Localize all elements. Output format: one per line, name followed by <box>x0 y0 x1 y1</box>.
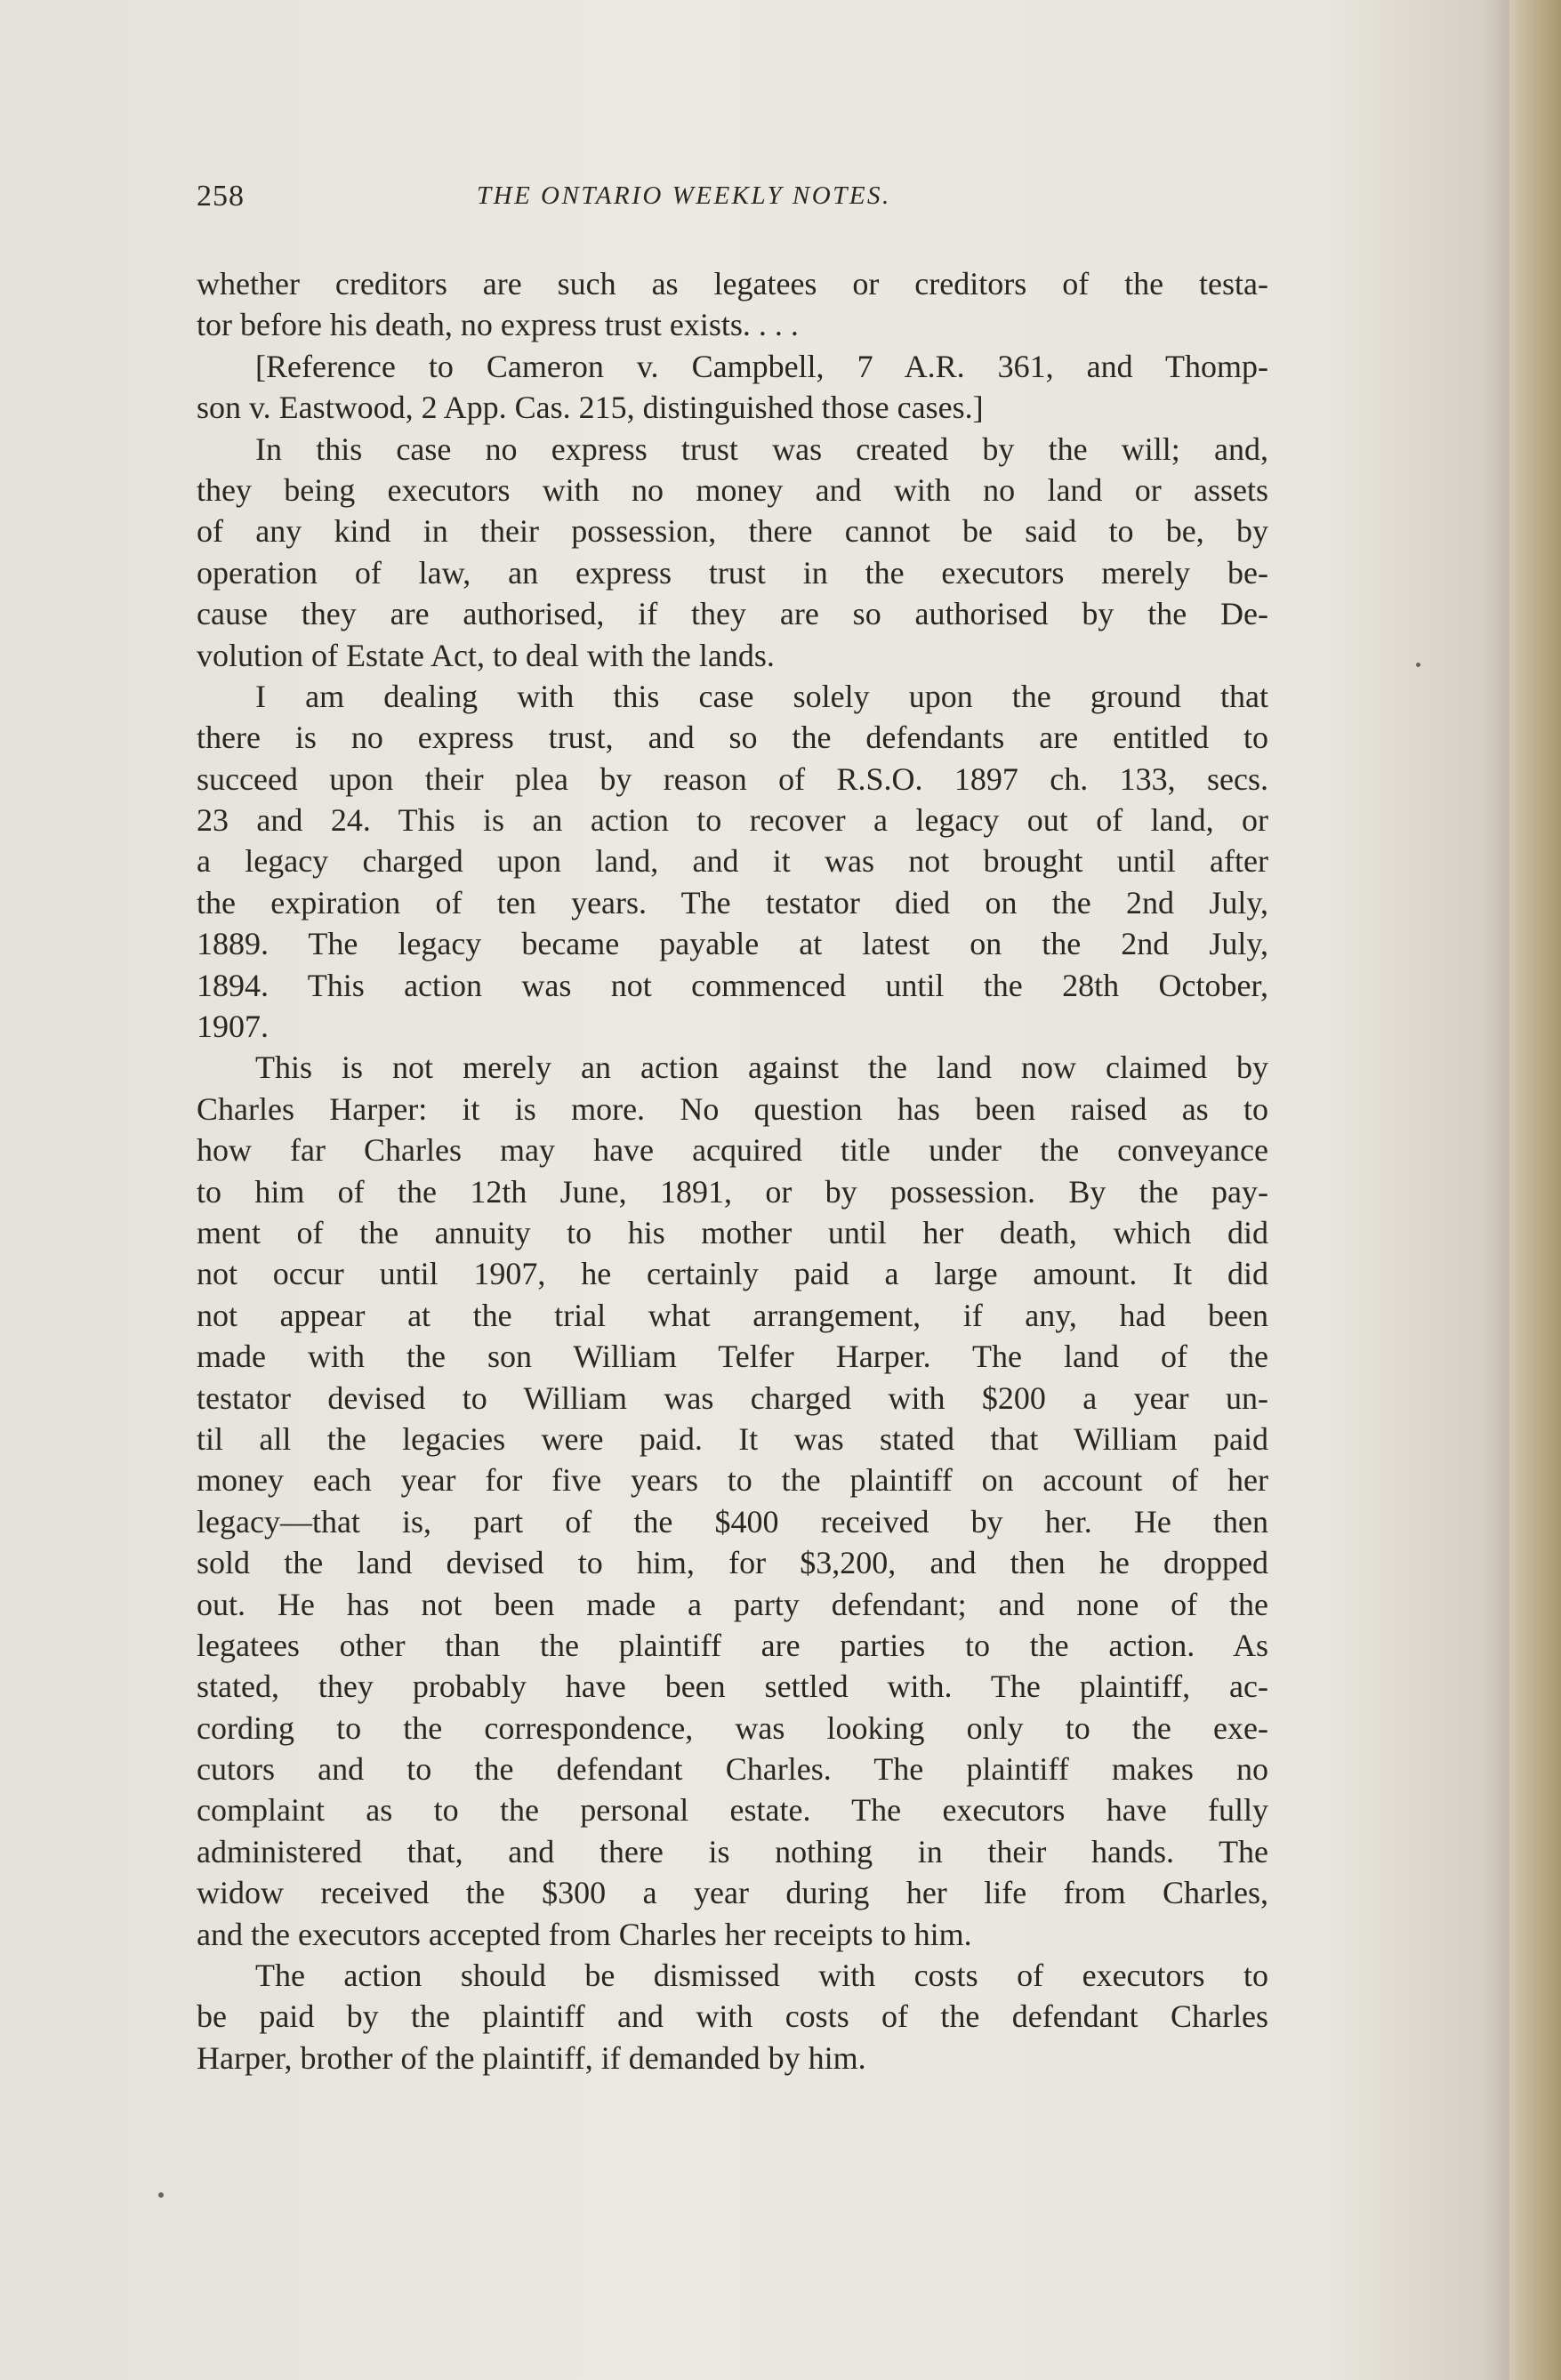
page-number: 258 <box>197 180 245 213</box>
text-line: cutors and to the defendant Charles. The plaintiff makes no <box>197 1751 1268 1788</box>
text-line: Charles Harper: it is more. No question has been raised as to <box>197 1090 1268 1127</box>
paragraph <box>197 429 1268 676</box>
text-line: 23 and 24. This is an action to recover a legacy out of land, or <box>197 802 1268 839</box>
text-line: be paid by the plaintiff and with costs of the defendant Charles <box>197 1998 1268 2035</box>
text-line: legacy—that is, part of the $400 received by her. He then <box>197 1503 1268 1540</box>
text-line: of any kind in their possession, there cannot be said to be, by <box>197 513 1268 550</box>
text-line: succeed upon their plea by reason of R.S.O. 1897 ch. 133, secs. <box>197 760 1268 797</box>
text-line: volution of Estate Act, to deal with the lands. <box>197 637 775 673</box>
running-title: THE ONTARIO WEEKLY NOTES. <box>477 181 891 210</box>
gutter-shadow <box>1485 0 1509 2380</box>
text-line: This is not merely an action against the land now claimed by <box>255 1049 1268 1086</box>
text-line: til all the legacies were paid. It was stated that William paid <box>197 1420 1268 1457</box>
paragraph <box>197 263 1268 346</box>
text-line: whether creditors are such as legatees or creditors of the testa- <box>197 266 1268 302</box>
text-line: 1907. <box>197 1009 269 1045</box>
paragraph <box>197 676 1268 1048</box>
text-line: [Reference to Cameron v. Campbell, 7 A.R. 361, and Thomp- <box>255 348 1268 384</box>
page-header <box>197 180 1268 224</box>
paragraph <box>197 346 1268 429</box>
text-line: 1889. The legacy became payable at latest on the 2nd July, <box>197 926 1268 962</box>
text-line: testator devised to William was charged with $200 a year un- <box>197 1379 1268 1416</box>
text-line: not occur until 1907, he certainly paid a large amount. It did <box>197 1256 1268 1292</box>
text-line: administered that, and there is nothing in their hands. The <box>197 1833 1268 1869</box>
text-line: widow received the $300 a year during her life from Charles, <box>197 1875 1268 1911</box>
text-line: operation of law, an express trust in the executors merely be- <box>197 554 1268 591</box>
text-line: they being executors with no money and with no land or assets <box>197 471 1268 508</box>
book-gutter-edge <box>1509 0 1561 2380</box>
text-line: In this case no express trust was created by the will; and, <box>255 430 1268 467</box>
text-line: there is no express trust, and so the defendants are entitled to <box>197 720 1268 756</box>
text-line: I am dealing with this case solely upon the ground that <box>255 678 1268 714</box>
text-line: not appear at the trial what arrangement, if any, had been <box>197 1297 1268 1333</box>
text-line: sold the land devised to him, for $3,200, and then he dropped <box>197 1545 1268 1581</box>
text-line: the expiration of ten years. The testator died on the 2nd July, <box>197 884 1268 921</box>
text-line: and the executors accepted from Charles her receipts to him. <box>197 1916 972 1952</box>
text-line: Harper, brother of the plaintiff, if demanded by him. <box>197 2039 866 2076</box>
text-line: 1894. This action was not commenced until the 28th October, <box>197 967 1268 1003</box>
page-speck <box>158 2192 164 2198</box>
text-line: son v. Eastwood, 2 App. Cas. 215, distinguished those cases.] <box>197 390 984 426</box>
text-line: The action should be dismissed with costs of executors to <box>255 1958 1268 1994</box>
page-speck <box>1416 663 1420 667</box>
text-line: how far Charles may have acquired title under the conveyance <box>197 1132 1268 1169</box>
text-line: tor before his death, no express trust exists. . . . <box>197 307 799 343</box>
text-line: cording to the correspondence, was looking only to the exe- <box>197 1709 1268 1746</box>
paragraph <box>197 1955 1268 2078</box>
text-line: out. He has not been made a party defendant; and none of the <box>197 1586 1268 1622</box>
paragraph <box>197 1047 1268 1955</box>
text-line: a legacy charged upon land, and it was not brought until after <box>197 843 1268 880</box>
text-line: to him of the 12th June, 1891, or by possession. By the pay- <box>197 1173 1268 1210</box>
text-line: cause they are authorised, if they are so authorised by the De- <box>197 596 1268 632</box>
text-line: ment of the annuity to his mother until her death, which did <box>197 1214 1268 1250</box>
text-line: money each year for five years to the plaintiff on account of her <box>197 1462 1268 1499</box>
body-text <box>197 263 1268 2078</box>
text-line: legatees other than the plaintiff are parties to the action. As <box>197 1627 1268 1663</box>
text-line: complaint as to the personal estate. The executors have fully <box>197 1792 1268 1829</box>
text-line: stated, they probably have been settled with. The plaintiff, ac- <box>197 1668 1268 1705</box>
text-line: made with the son William Telfer Harper. The land of the <box>197 1339 1268 1375</box>
